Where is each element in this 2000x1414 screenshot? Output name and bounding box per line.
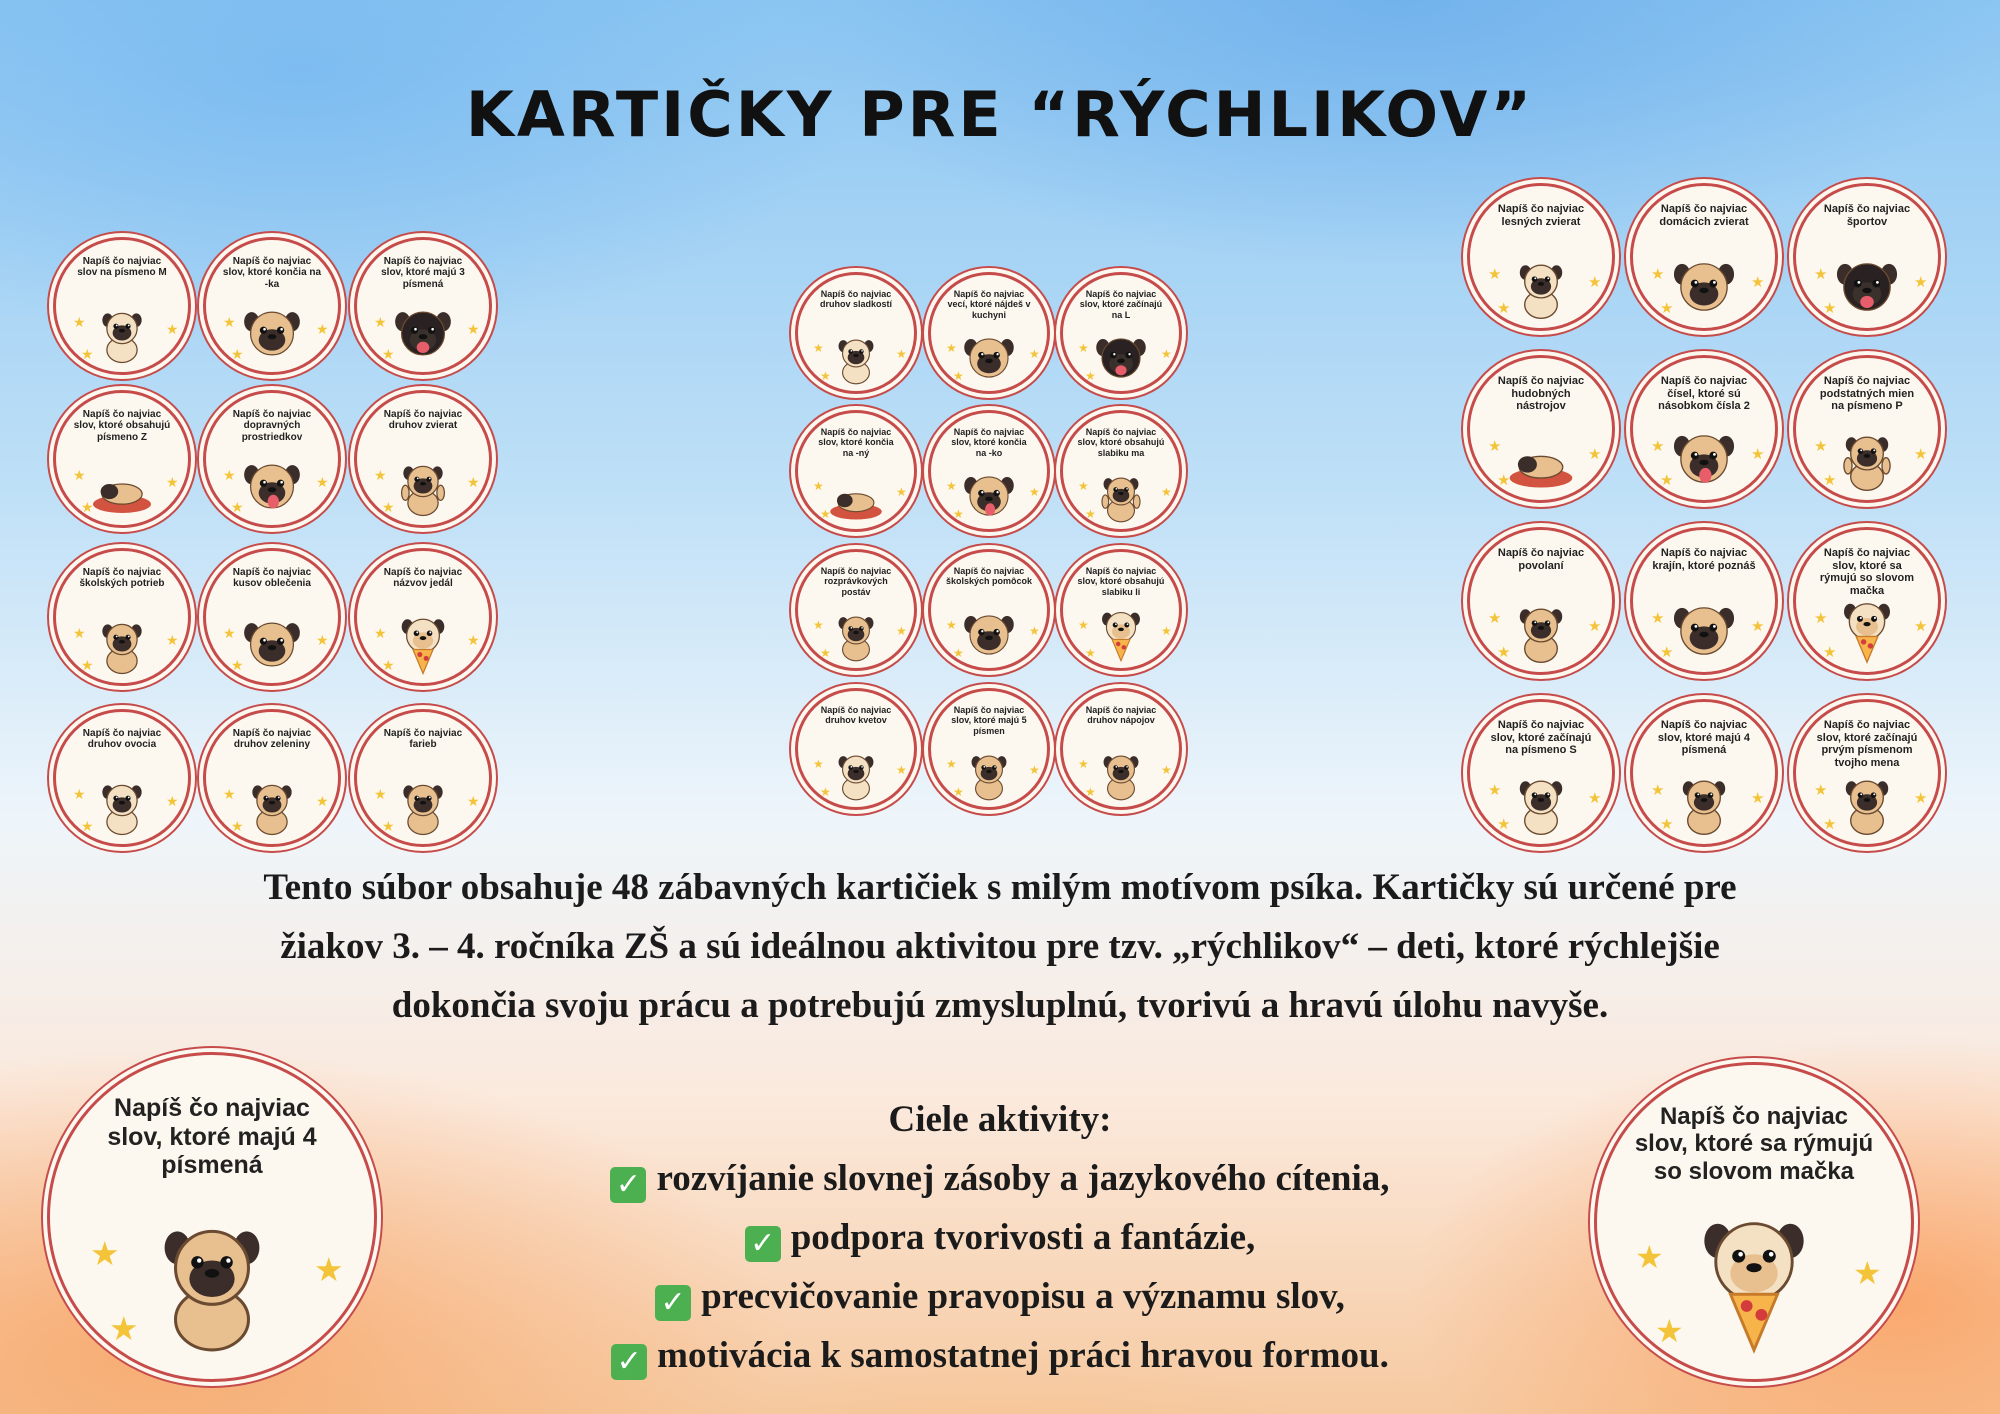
task-card xyxy=(203,709,341,847)
check-icon: ✓ xyxy=(610,1167,646,1203)
star-icon: ★ xyxy=(231,658,244,674)
goal-item xyxy=(400,1149,1600,1208)
card-text: Napíš čo najviac slov, ktoré majú 4 písmená xyxy=(1657,719,1751,757)
pug-illustration xyxy=(961,468,1017,524)
pug-illustration xyxy=(961,746,1017,802)
star-icon: ★ xyxy=(1660,299,1674,317)
task-card xyxy=(354,709,492,847)
star-icon: ★ xyxy=(382,658,395,674)
goal-text: podpora tvorivosti a fantázie, xyxy=(790,1217,1256,1258)
task-card xyxy=(1060,688,1182,810)
card-text: Napíš čo najviac slov, ktoré končia na -ka xyxy=(222,255,322,290)
task-card xyxy=(1630,699,1778,847)
card-text: Napíš čo najviac krajín, ktoré poznáš xyxy=(1652,547,1756,572)
star-icon: ★ xyxy=(1588,617,1602,635)
card-text: Napíš čo najviac hudobných nástrojov xyxy=(1497,375,1585,413)
pug-illustration xyxy=(91,455,154,518)
task-card xyxy=(1630,527,1778,675)
pug-illustration xyxy=(961,330,1017,386)
star-icon: ★ xyxy=(1660,643,1674,661)
star-icon: ★ xyxy=(1488,609,1502,627)
star-icon: ★ xyxy=(1651,437,1665,455)
goal-item xyxy=(400,1267,1600,1326)
task-card xyxy=(203,237,341,375)
task-card xyxy=(928,272,1050,394)
star-icon: ★ xyxy=(820,507,831,521)
goal-item xyxy=(400,1326,1600,1385)
star-icon: ★ xyxy=(1078,341,1089,355)
pug-illustration xyxy=(91,774,154,837)
star-icon: ★ xyxy=(231,347,244,363)
pug-illustration xyxy=(1681,1209,1828,1356)
card-text: Napíš čo najviac druhov zvierat xyxy=(383,408,463,432)
task-card xyxy=(1630,355,1778,503)
star-icon: ★ xyxy=(1651,265,1665,283)
star-icon: ★ xyxy=(953,785,964,799)
page-title: KARTIČKY PRE “RÝCHLIKOV” xyxy=(465,78,1535,151)
star-icon: ★ xyxy=(374,315,387,331)
star-icon: ★ xyxy=(374,787,387,803)
pug-illustration xyxy=(1507,425,1575,493)
task-card xyxy=(795,549,917,671)
star-icon: ★ xyxy=(1588,445,1602,463)
star-icon: ★ xyxy=(946,341,957,355)
star-icon: ★ xyxy=(231,819,244,835)
star-icon: ★ xyxy=(1085,646,1096,660)
card-text: Napíš čo najviac dopravných prostriedkov xyxy=(232,408,312,443)
task-card xyxy=(928,410,1050,532)
star-icon: ★ xyxy=(316,794,329,810)
star-icon: ★ xyxy=(374,626,387,642)
task-card xyxy=(1467,183,1615,331)
pug-illustration xyxy=(828,468,884,524)
star-icon: ★ xyxy=(1914,617,1928,635)
star-icon: ★ xyxy=(1814,609,1828,627)
star-icon: ★ xyxy=(166,794,179,810)
star-icon: ★ xyxy=(316,633,329,649)
task-card xyxy=(928,549,1050,671)
star-icon: ★ xyxy=(1161,624,1172,638)
task-card xyxy=(1594,1062,1914,1382)
star-icon: ★ xyxy=(813,479,824,493)
pug-illustration xyxy=(1833,597,1901,665)
star-icon: ★ xyxy=(1085,369,1096,383)
star-icon: ★ xyxy=(1751,445,1765,463)
star-icon: ★ xyxy=(1914,445,1928,463)
check-icon: ✓ xyxy=(655,1285,691,1321)
star-icon: ★ xyxy=(1823,299,1837,317)
star-icon: ★ xyxy=(1635,1238,1664,1276)
star-icon: ★ xyxy=(81,347,94,363)
star-icon: ★ xyxy=(223,626,236,642)
star-icon: ★ xyxy=(1488,437,1502,455)
task-card xyxy=(1467,355,1615,503)
card-text: Napíš čo najviac podstatných mien na písmeno P xyxy=(1819,375,1915,413)
goal-text: motivácia k samostatnej práci hravou formou. xyxy=(657,1335,1389,1376)
task-card xyxy=(53,548,191,686)
card-text: Napíš čo najviac domácich zvierat xyxy=(1659,203,1749,228)
star-icon: ★ xyxy=(109,1309,139,1348)
card-text: Napíš čo najviac slov, ktoré majú 4 písmená xyxy=(107,1093,317,1180)
star-icon: ★ xyxy=(223,468,236,484)
star-icon: ★ xyxy=(467,322,480,338)
star-icon: ★ xyxy=(896,347,907,361)
star-icon: ★ xyxy=(813,618,824,632)
star-icon: ★ xyxy=(896,624,907,638)
star-icon: ★ xyxy=(1161,763,1172,777)
task-card xyxy=(1793,699,1941,847)
star-icon: ★ xyxy=(1029,763,1040,777)
pug-illustration xyxy=(1507,253,1575,321)
star-icon: ★ xyxy=(1029,347,1040,361)
star-icon: ★ xyxy=(374,468,387,484)
star-icon: ★ xyxy=(1497,471,1511,489)
star-icon: ★ xyxy=(1914,273,1928,291)
star-icon: ★ xyxy=(73,787,86,803)
star-icon: ★ xyxy=(1655,1312,1684,1350)
card-text: Napíš čo najviac slov, ktoré obsahujú písmeno Z xyxy=(73,408,171,443)
task-card xyxy=(53,390,191,528)
task-card xyxy=(1467,699,1615,847)
star-icon: ★ xyxy=(1660,471,1674,489)
pug-illustration xyxy=(1093,746,1149,802)
card-text: Napíš čo najviac slov, ktoré začínajú na písmeno S xyxy=(1490,719,1592,757)
task-card xyxy=(1060,272,1182,394)
task-card xyxy=(928,688,1050,810)
star-icon: ★ xyxy=(1497,815,1511,833)
card-text: Napíš čo najviac slov, ktoré sa rýmujú so slovom mačka xyxy=(1819,547,1915,597)
star-icon: ★ xyxy=(1029,624,1040,638)
description-line: Tento súbor obsahuje 48 zábavných kartičiek s milým motívom psíka. Kartičky sú určené pre xyxy=(263,867,1737,908)
star-icon: ★ xyxy=(81,819,94,835)
task-card xyxy=(1793,527,1941,675)
task-card xyxy=(53,237,191,375)
star-icon: ★ xyxy=(946,757,957,771)
pug-illustration xyxy=(241,455,304,518)
task-card xyxy=(1793,355,1941,503)
star-icon: ★ xyxy=(953,646,964,660)
star-icon: ★ xyxy=(946,618,957,632)
card-text: Napíš čo najviac slov, ktoré končia na -ný xyxy=(818,426,894,458)
pug-illustration xyxy=(392,774,455,837)
pug-illustration xyxy=(1507,597,1575,665)
star-icon: ★ xyxy=(314,1250,344,1289)
pug-illustration xyxy=(241,774,304,837)
star-icon: ★ xyxy=(1660,815,1674,833)
star-icon: ★ xyxy=(467,633,480,649)
card-text: Napíš čo najviac druhov nápojov xyxy=(1085,704,1157,726)
card-text: Napíš čo najviac druhov sladkostí xyxy=(819,288,892,310)
pug-illustration xyxy=(1093,607,1149,663)
task-card xyxy=(47,1052,377,1382)
star-icon: ★ xyxy=(1751,789,1765,807)
star-icon: ★ xyxy=(1497,643,1511,661)
star-icon: ★ xyxy=(1751,273,1765,291)
card-text: Napíš čo najviac čísel, ktoré sú násobkom čísla 2 xyxy=(1658,375,1750,413)
star-icon: ★ xyxy=(1497,299,1511,317)
card-text: Napíš čo najviac športov xyxy=(1823,203,1911,228)
star-icon: ★ xyxy=(946,479,957,493)
task-card xyxy=(1060,549,1182,671)
card-text: Napíš čo najviac slov na písmeno M xyxy=(77,255,167,279)
star-icon: ★ xyxy=(1078,479,1089,493)
star-icon: ★ xyxy=(1914,789,1928,807)
pug-illustration xyxy=(828,746,884,802)
star-icon: ★ xyxy=(953,369,964,383)
card-text: Napíš čo najviac druhov zeleniny xyxy=(232,727,312,751)
star-icon: ★ xyxy=(1588,273,1602,291)
card-text: Napíš čo najviac druhov kvetov xyxy=(820,704,892,726)
card-text: Napíš čo najviac slov, ktoré začínajú prvým písmenom tvojho mena xyxy=(1816,719,1918,769)
card-text: Napíš čo najviac farieb xyxy=(383,727,463,751)
star-icon: ★ xyxy=(166,322,179,338)
star-icon: ★ xyxy=(896,485,907,499)
card-text: Napíš čo najviac povolaní xyxy=(1497,547,1585,572)
star-icon: ★ xyxy=(223,787,236,803)
card-text: Napíš čo najviac slov, ktoré majú 5 písmen xyxy=(951,704,1027,736)
star-icon: ★ xyxy=(1078,757,1089,771)
pug-illustration xyxy=(136,1204,288,1356)
pug-illustration xyxy=(392,302,455,365)
task-card xyxy=(354,548,492,686)
task-card xyxy=(203,390,341,528)
star-icon: ★ xyxy=(1588,789,1602,807)
star-icon: ★ xyxy=(1823,471,1837,489)
star-icon: ★ xyxy=(467,794,480,810)
star-icon: ★ xyxy=(1814,437,1828,455)
pug-illustration xyxy=(392,455,455,518)
star-icon: ★ xyxy=(467,475,480,491)
pug-illustration xyxy=(1670,425,1738,493)
goals-heading: Ciele aktivity: xyxy=(888,1099,1112,1140)
card-text: Napíš čo najviac slov, ktoré končia na -ko xyxy=(951,426,1027,458)
pug-illustration xyxy=(828,607,884,663)
star-icon: ★ xyxy=(1814,265,1828,283)
card-text: Napíš čo najviac slov, ktoré majú 3 písmená xyxy=(381,255,465,290)
goal-item xyxy=(400,1208,1600,1267)
star-icon: ★ xyxy=(1078,618,1089,632)
card-text: Napíš čo najviac slov, ktoré obsahujú slabiku li xyxy=(1077,565,1165,597)
star-icon: ★ xyxy=(820,369,831,383)
pug-illustration xyxy=(1833,253,1901,321)
star-icon: ★ xyxy=(953,507,964,521)
star-icon: ★ xyxy=(1085,507,1096,521)
pug-illustration xyxy=(1507,769,1575,837)
pug-illustration xyxy=(828,330,884,386)
star-icon: ★ xyxy=(81,500,94,516)
card-text: Napíš čo najviac rozprávkových postáv xyxy=(820,565,892,597)
star-icon: ★ xyxy=(1161,485,1172,499)
star-icon: ★ xyxy=(1651,609,1665,627)
star-icon: ★ xyxy=(166,475,179,491)
card-text: Napíš čo najviac názvov jedál xyxy=(383,566,463,590)
star-icon: ★ xyxy=(1161,347,1172,361)
card-text: Napíš čo najviac školských pomôcok xyxy=(945,565,1032,587)
pug-illustration xyxy=(1670,253,1738,321)
star-icon: ★ xyxy=(90,1234,120,1273)
pug-illustration xyxy=(241,613,304,676)
star-icon: ★ xyxy=(1488,781,1502,799)
pug-illustration xyxy=(241,302,304,365)
task-card xyxy=(1060,410,1182,532)
star-icon: ★ xyxy=(813,757,824,771)
star-icon: ★ xyxy=(223,315,236,331)
goal-text: precvičovanie pravopisu a významu slov, xyxy=(701,1276,1345,1317)
card-text: Napíš čo najviac slov, ktoré začínajú na L xyxy=(1079,288,1163,320)
pug-illustration xyxy=(1670,597,1738,665)
card-text: Napíš čo najviac slov, ktoré sa rýmujú so slovom mačka xyxy=(1634,1102,1874,1185)
pug-illustration xyxy=(91,302,154,365)
check-icon: ✓ xyxy=(745,1226,781,1262)
task-card xyxy=(354,237,492,375)
task-card xyxy=(1793,183,1941,331)
star-icon: ★ xyxy=(73,315,86,331)
task-card xyxy=(203,548,341,686)
goal-text: rozvíjanie slovnej zásoby a jazykového cítenia, xyxy=(656,1158,1390,1199)
star-icon: ★ xyxy=(382,819,395,835)
star-icon: ★ xyxy=(81,658,94,674)
pug-illustration xyxy=(961,607,1017,663)
task-card xyxy=(795,410,917,532)
star-icon: ★ xyxy=(1853,1254,1882,1292)
star-icon: ★ xyxy=(820,646,831,660)
pug-illustration xyxy=(91,613,154,676)
star-icon: ★ xyxy=(1488,265,1502,283)
star-icon: ★ xyxy=(231,500,244,516)
card-text: Napíš čo najviac kusov oblečenia xyxy=(232,566,312,590)
pug-illustration xyxy=(1833,769,1901,837)
card-text: Napíš čo najviac školských potrieb xyxy=(79,566,165,590)
pug-illustration xyxy=(1093,468,1149,524)
star-icon: ★ xyxy=(1029,485,1040,499)
check-icon: ✓ xyxy=(611,1344,647,1380)
description xyxy=(120,858,1880,1035)
task-card xyxy=(53,709,191,847)
star-icon: ★ xyxy=(316,475,329,491)
card-text: Napíš čo najviac lesných zvierat xyxy=(1497,203,1585,228)
star-icon: ★ xyxy=(1751,617,1765,635)
star-icon: ★ xyxy=(1823,643,1837,661)
star-icon: ★ xyxy=(316,322,329,338)
pug-illustration xyxy=(1670,769,1738,837)
star-icon: ★ xyxy=(1651,781,1665,799)
star-icon: ★ xyxy=(1823,815,1837,833)
task-card xyxy=(354,390,492,528)
star-icon: ★ xyxy=(73,626,86,642)
star-icon: ★ xyxy=(896,763,907,777)
star-icon: ★ xyxy=(813,341,824,355)
goals-section xyxy=(400,1090,1600,1385)
task-card xyxy=(795,688,917,810)
task-card xyxy=(1630,183,1778,331)
task-card xyxy=(1467,527,1615,675)
task-card xyxy=(795,272,917,394)
star-icon: ★ xyxy=(1085,785,1096,799)
pug-illustration xyxy=(1093,330,1149,386)
star-icon: ★ xyxy=(820,785,831,799)
card-text: Napíš čo najviac slov, ktoré obsahujú slabiku ma xyxy=(1077,426,1165,458)
description-line: dokončia svoju prácu a potrebujú zmysluplnú, tvorivú a hravú úlohu navyše. xyxy=(391,985,1609,1026)
star-icon: ★ xyxy=(382,500,395,516)
pug-illustration xyxy=(1833,425,1901,493)
star-icon: ★ xyxy=(166,633,179,649)
description-line: žiakov 3. – 4. ročníka ZŠ a sú ideálnou aktivitou pre tzv. „rýchlikov“ – deti, ktoré rýchlejšie xyxy=(280,926,1720,967)
star-icon: ★ xyxy=(1814,781,1828,799)
card-text: Napíš čo najviac vecí, ktoré nájdeš v kuchyni xyxy=(947,288,1031,320)
star-icon: ★ xyxy=(73,468,86,484)
card-text: Napíš čo najviac druhov ovocia xyxy=(82,727,162,751)
pug-illustration xyxy=(392,613,455,676)
star-icon: ★ xyxy=(382,347,395,363)
